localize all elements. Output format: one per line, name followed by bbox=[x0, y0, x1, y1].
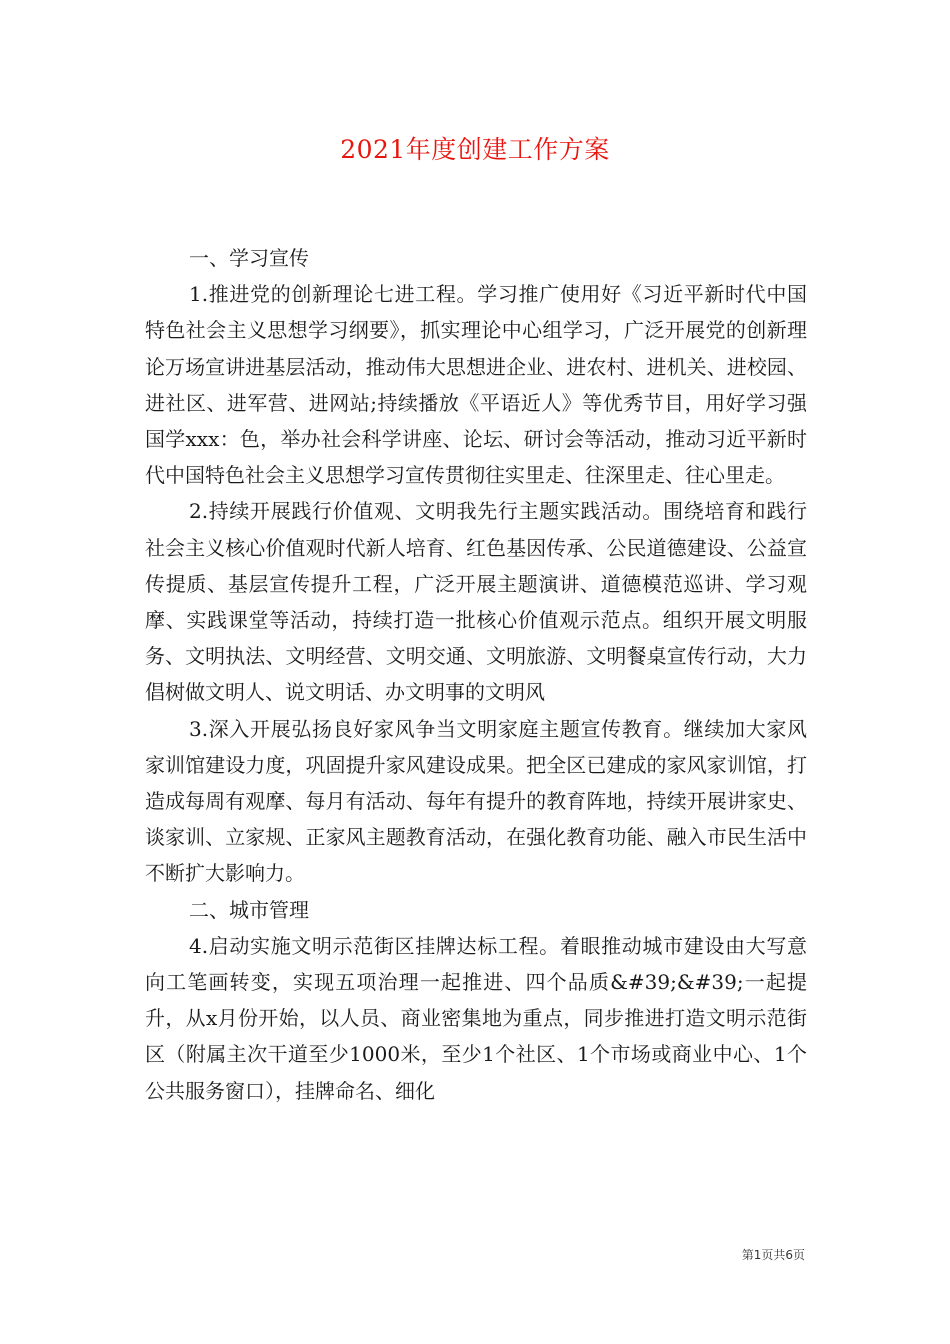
document-body bbox=[145, 240, 807, 1109]
paragraph-1: 1.推进党的创新理论七进工程。学习推广使用好《习近平新时代中国特色社会主义思想学习纲要》，抓实理论中心组学习，广泛开展党的创新理论万场宣讲进基层活动，推动伟大思想进企业、进农村、进机关、进校园、进社区、进军营、进网站;持续播放《平语近人》等优秀节目，用好学习强国学xxx：色，举办社会科学讲座、论坛、研讨会等活动，推动习近平新时代中国特色社会主义思想学习宣传贯彻往实里走、往深里走、往心里走。 bbox=[145, 282, 807, 488]
paragraph-4: 4.启动实施文明示范街区挂牌达标工程。着眼推动城市建设由大写意向工笔画转变，实现五项治理一起推进、四个品质&#39;&#39;一起提升，从x月份开始，以人员、商业密集地为重点，同步推进打造文明示范街区（附属主次干道至少1000米，至少1个社区、1个市场或商业中心、1个公共服务窗口），挂牌命名、细化 bbox=[145, 933, 807, 1103]
document-title: 2021年度创建工作方案 bbox=[340, 135, 610, 164]
paragraph-2: 2.持续开展践行价值观、文明我先行主题实践活动。围绕培育和践行社会主义核心价值观时代新人培育、红色基因传承、公民道德建设、公益宣传提质、基层宣传提升工程，广泛开展主题演讲、道德模范巡讲、学习观摩、实践课堂等活动，持续打造一批核心价值观示范点。组织开展文明服务、文明执法、文明经营、文明交通、文明旅游、文明餐桌宣传行动，大力倡树做文明人、说文明话、办文明事的文明风 bbox=[145, 499, 807, 705]
page-number: 第1页共6页 bbox=[741, 1248, 805, 1262]
paragraph-3: 3.深入开展弘扬良好家风争当文明家庭主题宣传教育。继续加大家风家训馆建设力度，巩固提升家风建设成果。把全区已建成的家风家训馆，打造成每周有观摩、每月有活动、每年有提升的教育阵地，持续开展讲家史、谈家训、立家规、正家风主题教育活动，在强化教育功能、融入市民生活中不断扩大影响力。 bbox=[145, 716, 807, 886]
section-heading-2: 二、城市管理 bbox=[189, 897, 309, 922]
section-heading-1: 一、学习宣传 bbox=[189, 246, 309, 270]
